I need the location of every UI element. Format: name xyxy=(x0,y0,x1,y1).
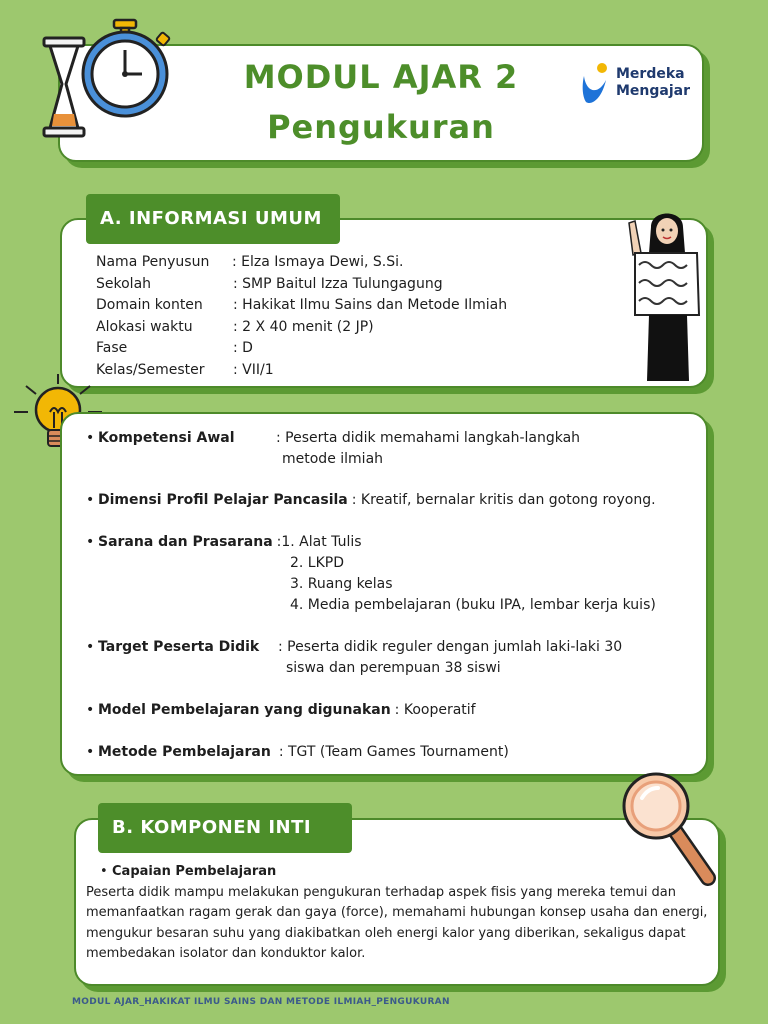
sarana-item: 3. Ruang kelas xyxy=(290,576,393,592)
teacher-illustration xyxy=(625,205,705,385)
info-row: Sekolah : SMP Baitul Izza Tulungagung xyxy=(96,275,443,292)
sarana-item: 2. LKPD xyxy=(290,555,345,571)
informasi-umum-list xyxy=(96,252,507,381)
list-item-kompetensi: • Kompetensi Awal : Peserta didik memahami langkah-langkah xyxy=(86,430,581,446)
logo-line-2: Mengajar xyxy=(616,83,691,99)
info-row: Domain konten : Hakikat Ilmu Sains dan Metode Ilmiah xyxy=(96,297,508,313)
capaian-heading: • Capaian Pembelajaran xyxy=(100,864,277,879)
info-row: Nama Penyusun : Elza Ismaya Dewi, S.Si. xyxy=(96,254,404,270)
info-row: Kelas/Semester : VII/1 xyxy=(96,361,274,378)
hourglass-icon xyxy=(44,38,84,136)
section-a-heading: A. INFORMASI UMUM xyxy=(86,194,340,244)
merdeka-mengajar-logo xyxy=(580,62,700,106)
list-item-sarana: • Sarana dan Prasarana : 1. Alat Tulis xyxy=(86,534,362,550)
footer-text: MODUL AJAR_HAKIKAT ILMU SAINS DAN METODE ILMIAH_PENGUKURAN xyxy=(72,997,450,1007)
list-item-target: • Target Peserta Didik : Peserta didik reguler dengan jumlah laki-laki 30 xyxy=(86,639,623,655)
info-row: Fase : D xyxy=(96,340,253,356)
target-value-continued: siswa dan perempuan 38 siswi xyxy=(286,660,501,676)
info-row: Alokasi waktu : 2 X 40 menit (2 JP) xyxy=(96,318,374,335)
kompetensi-value-continued: metode ilmiah xyxy=(282,451,384,467)
list-item-metode: • Metode Pembelajaran : TGT (Team Games Tournament) xyxy=(86,744,509,760)
module-subtitle: Pengukuran xyxy=(267,108,495,146)
stopwatch-icon xyxy=(42,18,174,142)
list-item-model: • Model Pembelajaran yang digunakan : Kooperatif xyxy=(86,702,476,718)
section-b-heading: B. KOMPONEN INTI xyxy=(98,803,352,853)
logo-line-1: Merdeka xyxy=(616,66,685,82)
module-title: MODUL AJAR 2 xyxy=(243,58,519,96)
sarana-item: 4. Media pembelajaran (buku IPA, lembar kerja kuis) xyxy=(290,597,656,613)
logo-icon xyxy=(580,62,614,106)
magnifier-icon xyxy=(620,770,720,890)
list-item-dimensi: • Dimensi Profil Pelajar Pancasila : Kreatif, bernalar kritis dan gotong royong. xyxy=(86,492,656,508)
capaian-paragraph: Peserta didik mampu melakukan pengukuran terhadap aspek fisis yang mereka temui dan memanfaatkan ragam gerak dan gaya (force), memahami hubungan konsep usaha dan energi, mengukur besaran suhu yang diakibatkan oleh energi kalor yang diberikan, sekaligus dapat membedakan isolator dan konduktor kalor. xyxy=(86,884,708,961)
